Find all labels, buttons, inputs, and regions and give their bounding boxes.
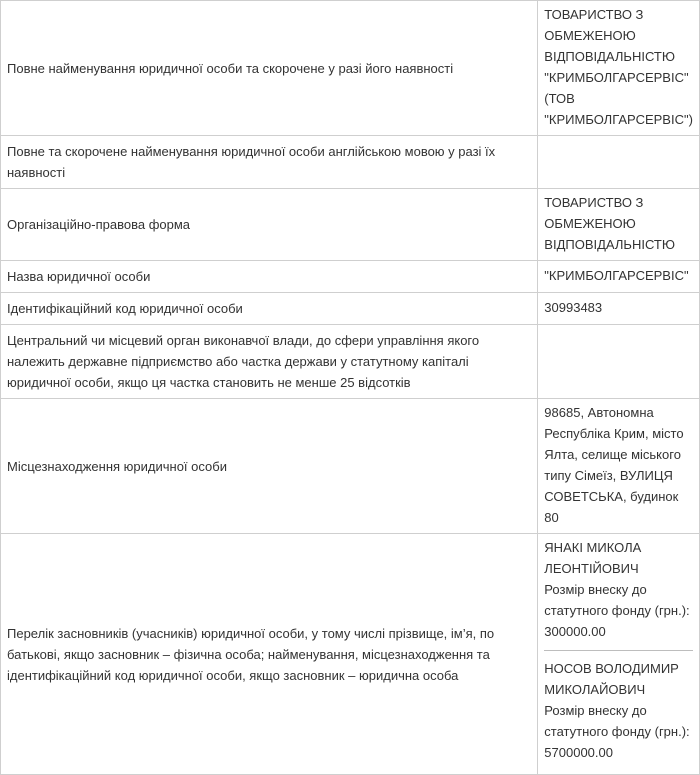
location-label: Місцезнаходження юридичної особи [1,399,538,534]
table-row-legal-form [1,189,700,261]
table-row-full-name [1,1,700,136]
founders-label: Перелік засновників (учасників) юридичної особи, у тому числі прізвище, ім’я, по батькові, якщо засновник – фізична особа; найменування, місцезнаходження та ідентифікаційний код юридичної особи, якщо засновник – юридична особа [1,534,538,775]
founders-value [538,534,700,775]
founder-entry [544,650,693,769]
table-row-english-name [1,136,700,189]
full-name-value: ТОВАРИСТВО З ОБМЕЖЕНОЮ ВІДПОВІДАЛЬНІСТЮ "КРИМБОЛГАРСЕРВІС" (ТОВ "КРИМБОЛГАРСЕРВІС") [538,1,700,136]
founder-entry [544,537,693,648]
location-value: 98685, Автономна Республіка Крим, місто Ялта, селище міського типу Сімеїз, ВУЛИЦЯ СОВЕТСЬКА, будинок 80 [538,399,700,534]
founder-name: НОСОВ ВОЛОДИМИР МИКОЛАЙОВИЧ [544,661,679,697]
founder-contribution: Розмір внеску до статутного фонду (грн.): 5700000.00 [544,703,690,760]
founder-contribution: Розмір внеску до статутного фонду (грн.): 300000.00 [544,582,690,639]
english-name-value [538,136,700,189]
table-row-governing-authority [1,325,700,399]
table-row-location [1,399,700,534]
entity-name-label: Назва юридичної особи [1,261,538,293]
english-name-label: Повне та скорочене найменування юридичної особи англійською мовою у разі їх наявності [1,136,538,189]
identification-code-value: 30993483 [538,293,700,325]
full-name-label: Повне найменування юридичної особи та скорочене у разі його наявності [1,1,538,136]
table-row-identification-code [1,293,700,325]
governing-authority-label: Центральний чи місцевий орган виконавчої влади, до сфери управління якого належить державне підприємство або частка держави у статутному капіталі юридичної особи, якщо ця частка становить не менше 25 відсотків [1,325,538,399]
governing-authority-value [538,325,700,399]
legal-form-value: ТОВАРИСТВО З ОБМЕЖЕНОЮ ВІДПОВІДАЛЬНІСТЮ [538,189,700,261]
identification-code-label: Ідентифікаційний код юридичної особи [1,293,538,325]
legal-form-label: Організаційно-правова форма [1,189,538,261]
table-row-entity-name [1,261,700,293]
entity-name-value: "КРИМБОЛГАРСЕРВІС" [538,261,700,293]
table-row-founders [1,534,700,775]
founder-name: ЯНАКІ МИКОЛА ЛЕОНТІЙОВИЧ [544,540,642,576]
